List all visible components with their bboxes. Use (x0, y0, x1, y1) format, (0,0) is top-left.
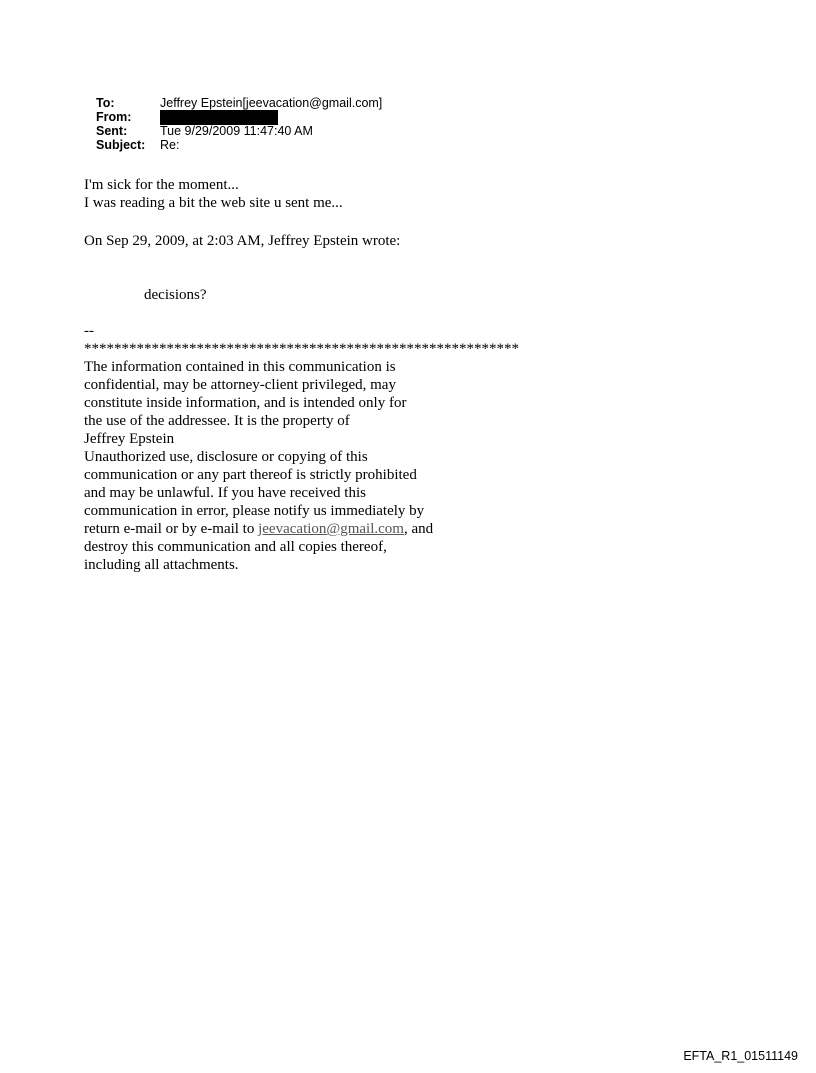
disclaimer-line: the use of the addressee. It is the property of (84, 413, 350, 429)
to-value: Jeffrey Epstein[jeevacation@gmail.com] (160, 96, 383, 110)
signature-stars: ********************************************************** (84, 341, 519, 357)
quote-intro: On Sep 29, 2009, at 2:03 AM, Jeffrey Epstein wrote: (84, 233, 401, 249)
disclaimer-line: communication in error, please notify us immediately by (84, 503, 425, 519)
subject-row (96, 138, 382, 152)
quoted-text: decisions? (144, 287, 207, 303)
sent-value: Tue 9/29/2009 11:47:40 AM (160, 124, 313, 138)
to-label: To: (96, 96, 115, 110)
disclaimer-line: including all attachments. (84, 557, 239, 573)
email-link[interactable]: jeevacation@gmail.com (258, 521, 404, 537)
from-row (96, 110, 382, 124)
disclaimer-line: confidential, may be attorney-client privileged, may (84, 377, 396, 393)
from-label: From: (96, 110, 132, 124)
disclaimer-line: and may be unlawful. If you have received this (84, 485, 366, 501)
redaction-box (160, 110, 278, 125)
sent-label: Sent: (96, 124, 128, 138)
body-line: I'm sick for the moment... (84, 177, 239, 193)
disclaimer-line: communication or any part thereof is strictly prohibited (84, 467, 417, 483)
disclaimer-line: Jeffrey Epstein (84, 431, 175, 447)
signature-dash: -- (84, 323, 94, 339)
disclaimer-line: constitute inside information, and is intended only for (84, 395, 407, 411)
sent-row (96, 124, 382, 138)
subject-value: Re: (160, 138, 180, 152)
body-line: I was reading a bit the web site u sent me... (84, 195, 343, 211)
document-id: EFTA_R1_01511149 (683, 1049, 798, 1063)
disclaimer-line: destroy this communication and all copies thereof, (84, 539, 387, 555)
disclaimer-line: Unauthorized use, disclosure or copying of this (84, 449, 368, 465)
subject-label: Subject: (96, 138, 146, 152)
email-header (96, 96, 382, 152)
disclaimer-line: The information contained in this communication is (84, 359, 396, 375)
link-prefix: return e-mail or by e-mail to (84, 521, 259, 537)
to-row (96, 96, 382, 110)
link-suffix: , and (403, 521, 434, 537)
message-body (84, 176, 343, 212)
signature-block (84, 322, 519, 574)
disclaimer-link-line (84, 520, 519, 538)
